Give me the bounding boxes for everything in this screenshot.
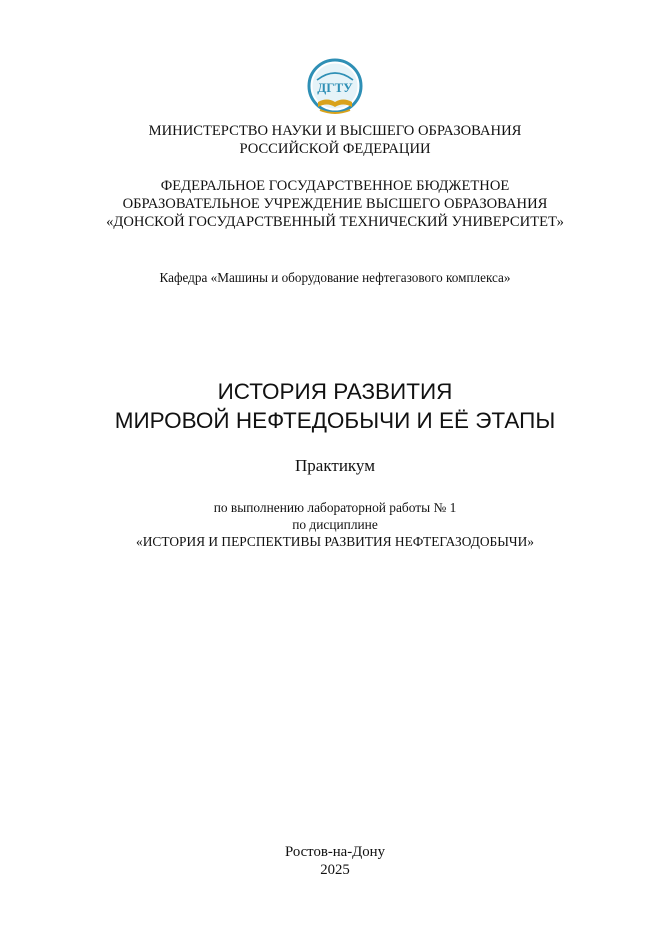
document-title-line-2: МИРОВОЙ НЕФТЕДОБЫЧИ И ЕЁ ЭТАПЫ — [114, 408, 556, 433]
document-title-line-1: ИСТОРИЯ РАЗВИТИЯ — [217, 379, 453, 404]
ministry-line-2: РОССИЙСКОЙ ФЕДЕРАЦИИ — [239, 141, 431, 157]
institution-line-2: ОБРАЗОВАТЕЛЬНОЕ УЧРЕЖДЕНИЕ ВЫСШЕГО ОБРАЗОВАНИЯ — [122, 196, 548, 212]
university-logo — [305, 58, 365, 122]
publication-year: 2025 — [320, 862, 350, 878]
purpose-line-3: «ИСТОРИЯ И ПЕРСПЕКТИВЫ РАЗВИТИЯ НЕФТЕГАЗОДОБЫЧИ» — [136, 534, 534, 549]
institution-line-1: ФЕДЕРАЛЬНОЕ ГОСУДАРСТВЕННОЕ БЮДЖЕТНОЕ — [160, 178, 510, 194]
university-emblem-icon — [305, 58, 365, 122]
purpose-line-2: по дисциплине — [292, 517, 378, 532]
institution-line-3: «ДОНСКОЙ ГОСУДАРСТВЕННЫЙ ТЕХНИЧЕСКИЙ УНИВЕРСИТЕТ» — [106, 214, 564, 230]
department-name: Кафедра «Машины и оборудование нефтегазового комплекса» — [159, 270, 511, 285]
purpose-line-1: по выполнению лабораторной работы № 1 — [213, 500, 457, 515]
publication-city: Ростов-на-Дону — [284, 844, 385, 860]
logo-abbr: ДГТУ — [317, 80, 353, 95]
ministry-line-1: МИНИСТЕРСТВО НАУКИ И ВЫСШЕГО ОБРАЗОВАНИЯ — [148, 123, 522, 139]
document-type: Практикум — [295, 456, 375, 475]
